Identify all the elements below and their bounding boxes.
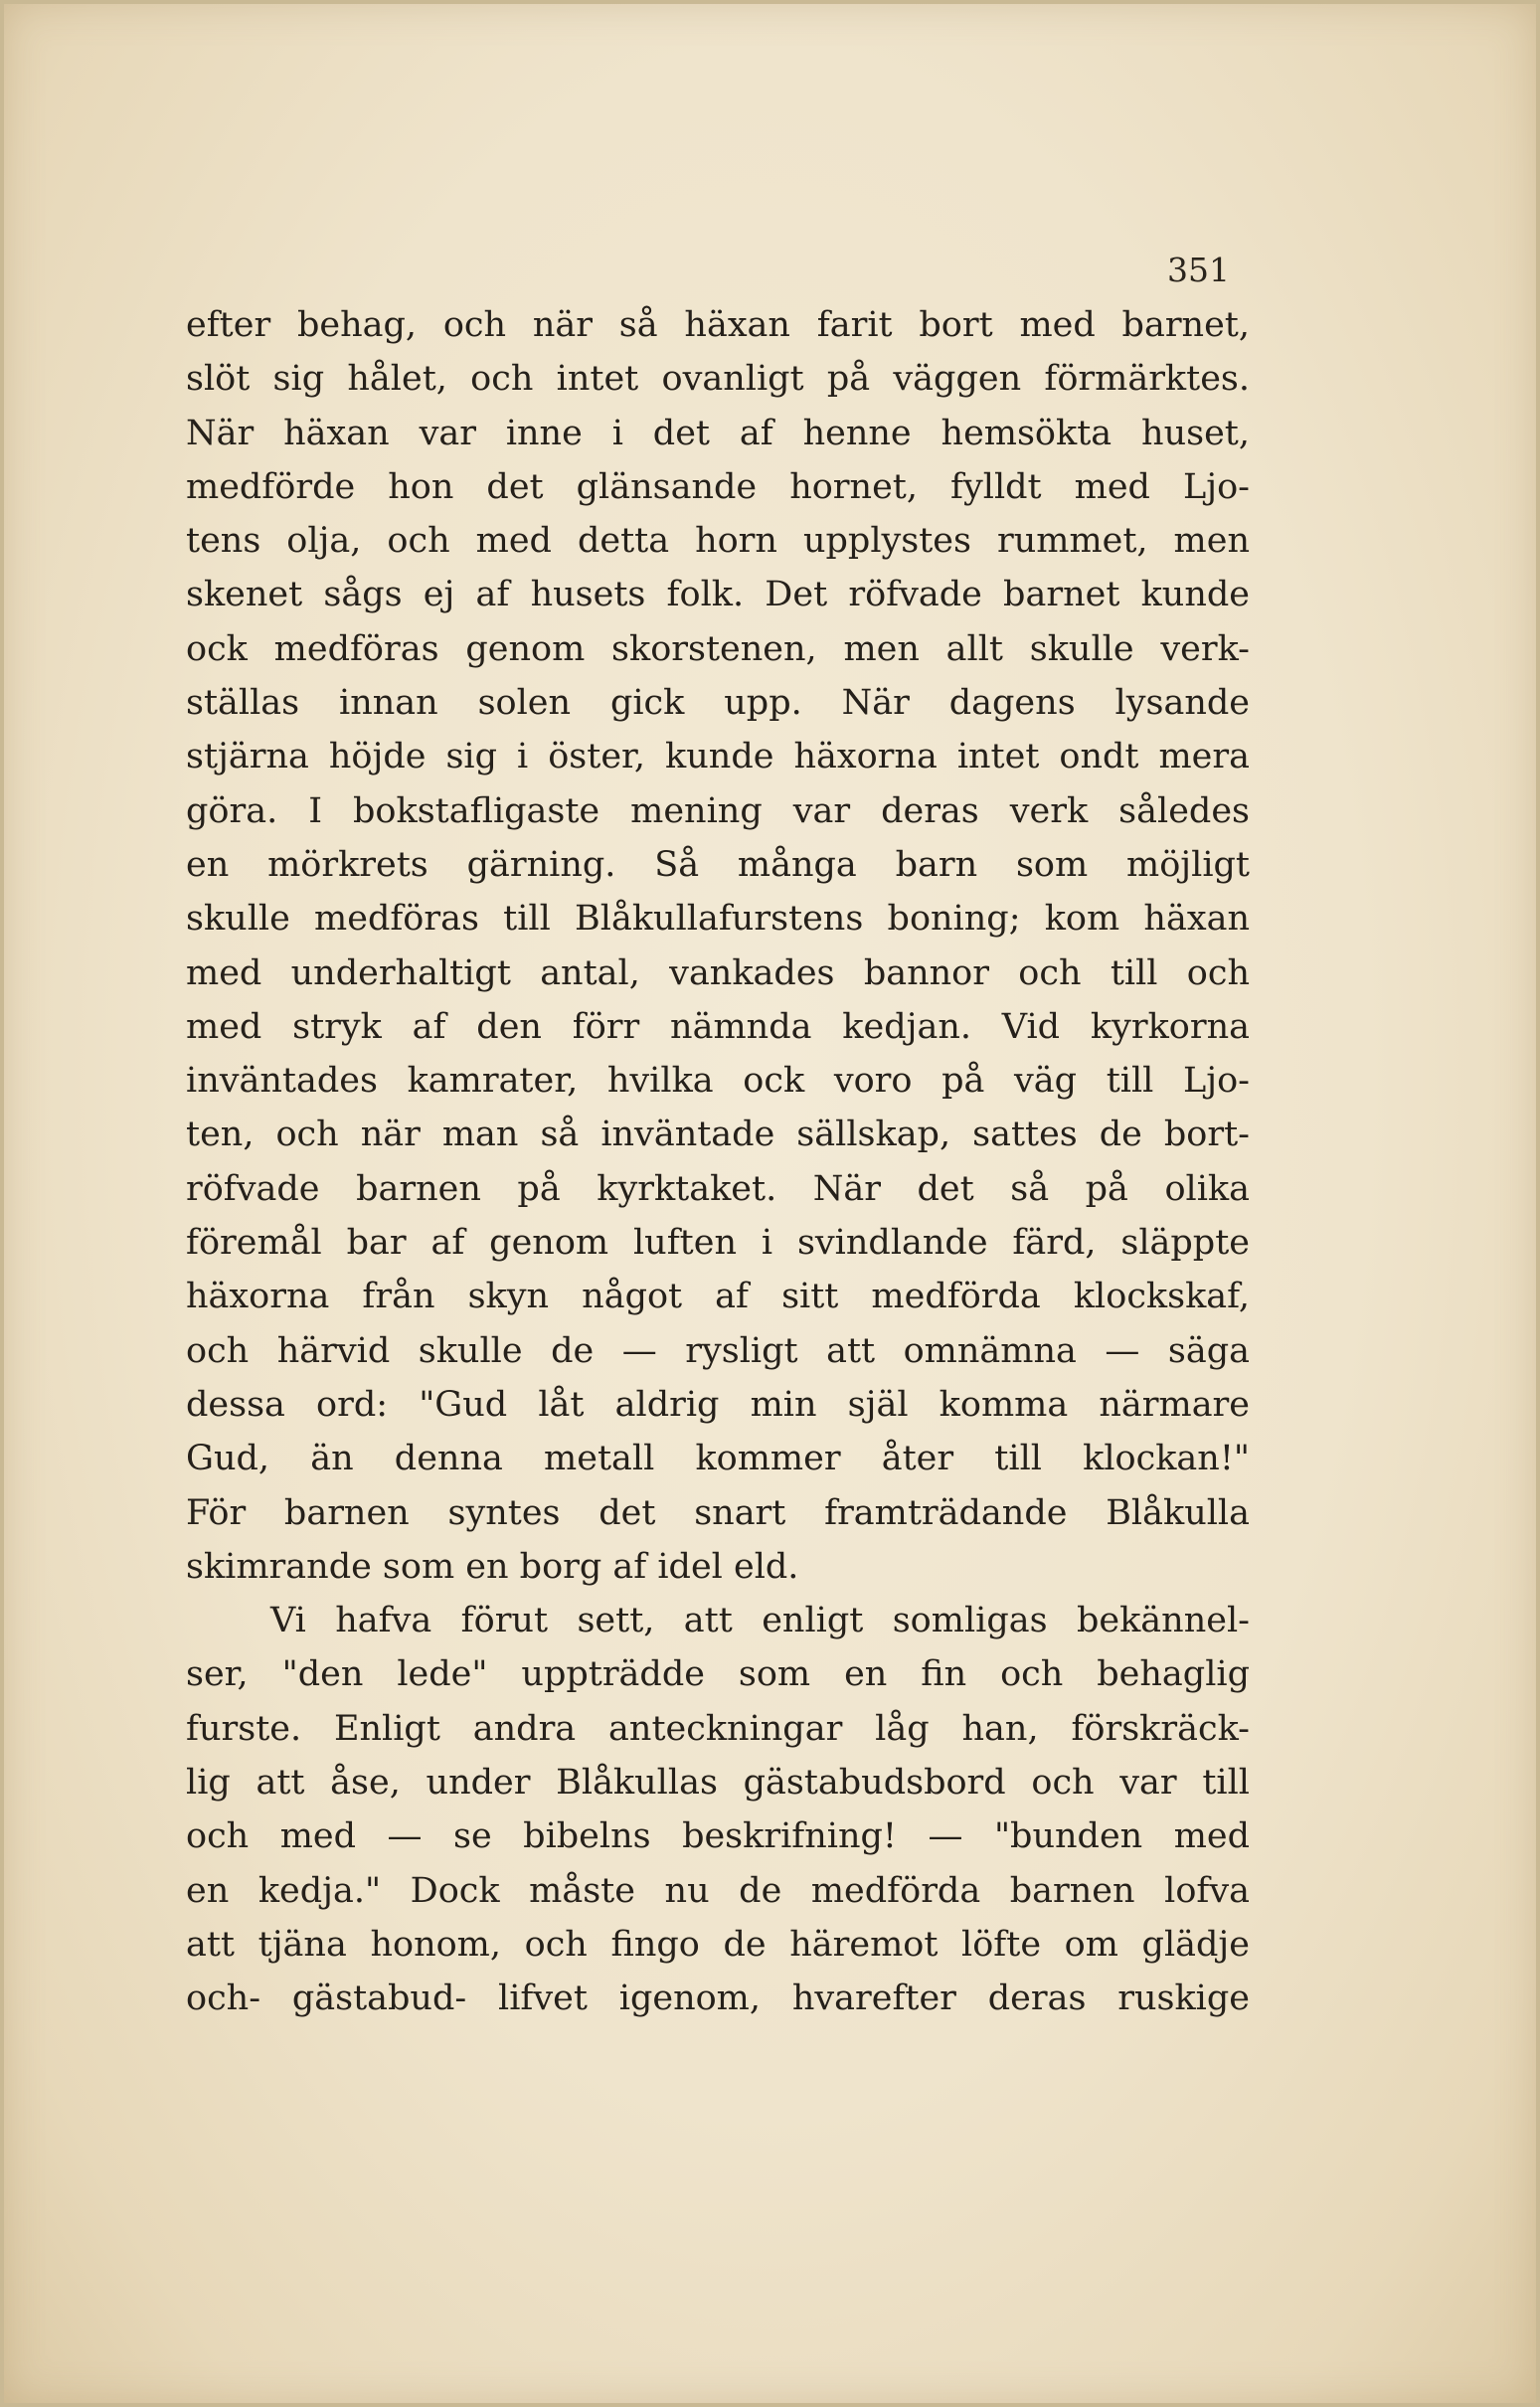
text-line: ock medföras genom skorstenen, men allt skulle verk- xyxy=(186,628,1250,669)
text-line: föremål bar af genom luften i svindlande färd, släppte xyxy=(186,1223,1250,1264)
text-line: efter behag, och när så häxan farit bort med barnet, xyxy=(186,305,1250,345)
text-line: lig att åse, under Blåkullas gästabudsbord och var till xyxy=(186,1763,1250,1804)
text-line: Gud, än denna metall kommer åter till klockan!" xyxy=(186,1439,1250,1479)
text-line: För barnen syntes det snart framträdande Blåkulla xyxy=(186,1492,1250,1533)
page-number: 351 xyxy=(1167,251,1230,289)
text-line: att tjäna honom, och fingo de häremot löfte om glädje xyxy=(186,1924,1250,1965)
text-line: stjärna höjde sig i öster, kunde häxorna intet ondt mera xyxy=(186,737,1250,777)
text-line: med underhaltigt antal, vankades bannor och till och xyxy=(186,952,1250,993)
text-line: en kedja." Dock måste nu de medförda barnen lofva xyxy=(186,1870,1250,1911)
text-line: furste. Enligt andra anteckningar låg han, förskräck- xyxy=(186,1708,1250,1749)
text-line: skimrande som en borg af idel eld. xyxy=(186,1546,799,1587)
text-line: en mörkrets gärning. Så många barn som möjligt xyxy=(186,844,1250,885)
text-line: göra. I bokstafligaste mening var deras verk således xyxy=(186,790,1250,831)
text-line: och härvid skulle de — rysligt att omnämna — säga xyxy=(186,1330,1250,1371)
text-line: Vi hafva förut sett, att enligt somligas bekännel- xyxy=(270,1601,1250,1641)
text-line: röfvade barnen på kyrktaket. När det så på olika xyxy=(186,1168,1250,1209)
text-line: tens olja, och med detta horn upplystes rummet, men xyxy=(186,521,1250,562)
text-line: ser, "den lede" uppträdde som en fin och behaglig xyxy=(186,1654,1250,1695)
text-line: och- gästabud- lifvet igenom, hvarefter deras ruskige xyxy=(186,1978,1250,2019)
text-line: När häxan var inne i det af henne hemsökta huset, xyxy=(186,413,1250,453)
text-line: skenet sågs ej af husets folk. Det röfvade barnet kunde xyxy=(186,575,1250,615)
text-line: skulle medföras till Blåkullafurstens boning; kom häxan xyxy=(186,899,1250,940)
text-line: medförde hon det glänsande hornet, fylldt med Ljo- xyxy=(186,466,1250,507)
book-page xyxy=(4,4,1536,2403)
body-text xyxy=(186,298,1250,2026)
text-line: ställas innan solen gick upp. När dagens lysande xyxy=(186,683,1250,724)
text-line: slöt sig hålet, och intet ovanligt på väggen förmärktes. xyxy=(186,359,1250,400)
text-line: inväntades kamrater, hvilka ock voro på väg till Ljo- xyxy=(186,1061,1250,1102)
text-line: dessa ord: "Gud låt aldrig min själ komma närmare xyxy=(186,1384,1250,1425)
text-line: ten, och när man så inväntade sällskap, sattes de bort- xyxy=(186,1115,1250,1155)
text-line: med stryk af den förr nämnda kedjan. Vid kyrkorna xyxy=(186,1006,1250,1047)
text-line: häxorna från skyn något af sitt medförda klockskaf, xyxy=(186,1277,1250,1317)
text-line: och med — se bibelns beskrifning! — "bunden med xyxy=(186,1816,1250,1857)
